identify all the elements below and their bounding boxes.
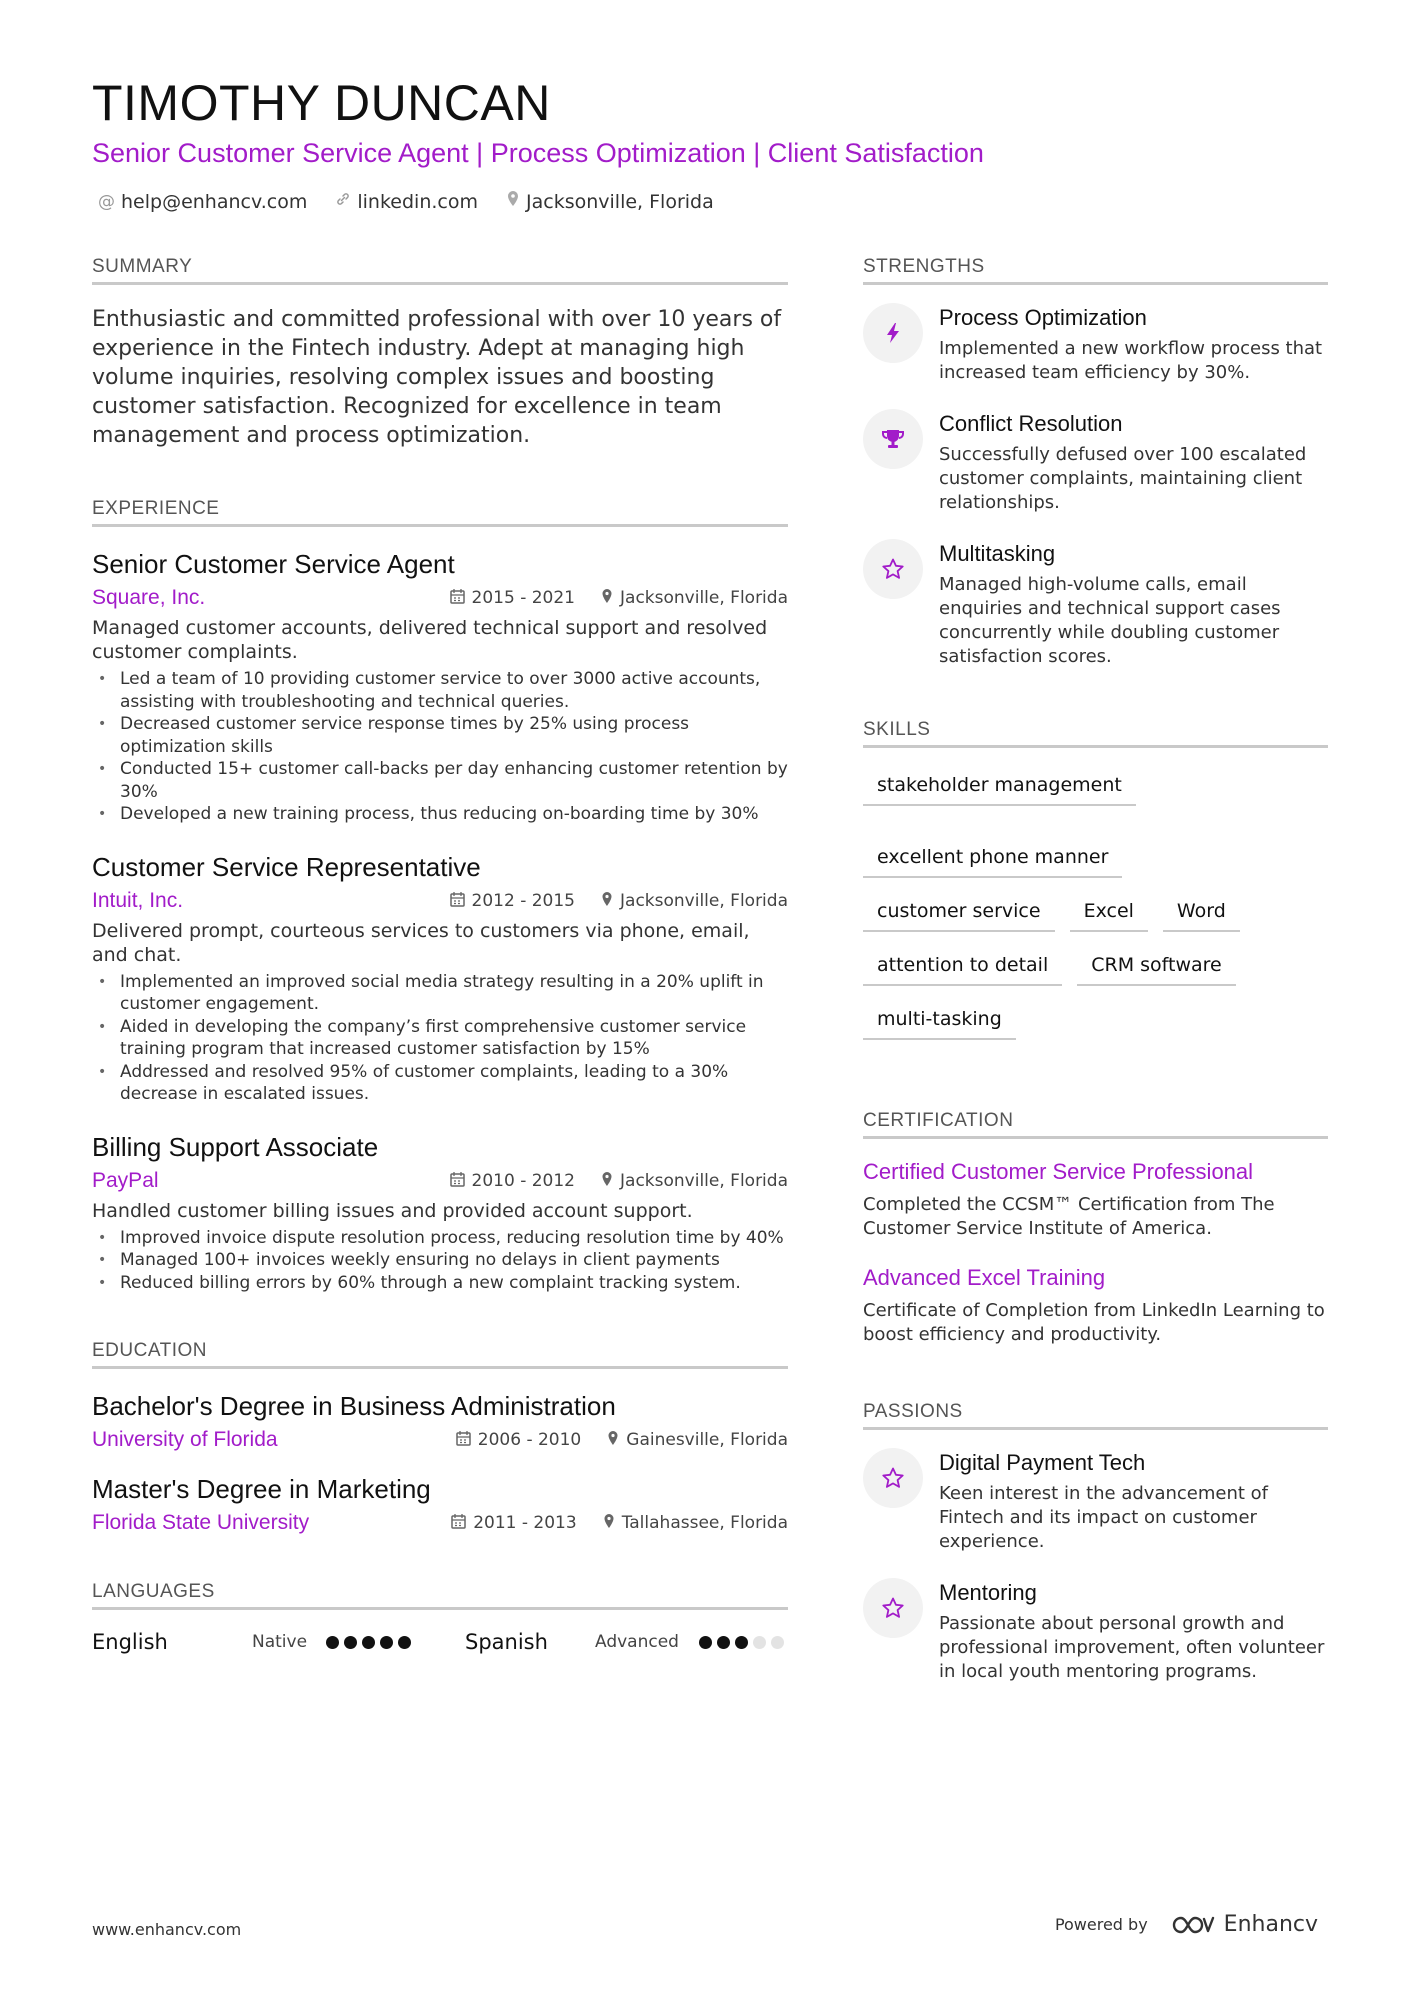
job-title: Customer Service Representative (92, 851, 481, 882)
job-description: Handled customer billing issues and provided account support. (92, 1199, 693, 1222)
enhancv-logo[interactable] (1170, 1912, 1318, 1937)
job-dates-text: 2012 - 2015 (471, 890, 576, 911)
location-pin-icon (607, 1430, 619, 1450)
certification-item (863, 1265, 1328, 1347)
location-text: Jacksonville, Florida (526, 190, 714, 213)
enhancv-logo-icon (1170, 1913, 1216, 1937)
candidate-name: TIMOTHY DUNCAN (92, 75, 551, 131)
summary-heading: SUMMARY (92, 256, 788, 285)
language-name: English (92, 1630, 168, 1654)
skill-tag: attention to detail (863, 950, 1062, 986)
rating-dot-filled (380, 1636, 393, 1649)
certification-heading: CERTIFICATION (863, 1110, 1328, 1139)
job-entry (92, 1132, 788, 1295)
star-icon (863, 1448, 923, 1508)
location-pin-icon (603, 1513, 615, 1533)
bullet-item: • Addressed and resolved 95% of customer complaints, leading to a 30% decrease in escalated issues. (92, 1061, 788, 1106)
education-dates (456, 1430, 581, 1450)
bolt-icon (863, 303, 923, 363)
certification-item (863, 1159, 1328, 1241)
language-level: Advanced (595, 1632, 679, 1652)
job-meta-right (450, 588, 788, 608)
linkedin-text: linkedin.com (357, 190, 478, 213)
education-location (607, 1430, 788, 1450)
rating-dot-filled (398, 1636, 411, 1649)
job-bullets (92, 668, 788, 826)
strength-title: Process Optimization (939, 305, 1147, 330)
bullet-item: • Developed a new training process, thus reducing on-boarding time by 30% (92, 803, 788, 826)
degree-title: Bachelor's Degree in Business Administration (92, 1391, 616, 1421)
passion-item (863, 1578, 1328, 1684)
location-pin-icon (506, 190, 520, 213)
language-level: Native (252, 1632, 308, 1652)
job-location-text: Jacksonville, Florida (620, 890, 788, 911)
certification-description: Completed the CCSM™ Certification from The Customer Service Institute of America. (863, 1194, 1275, 1239)
company-name: Intuit, Inc. (92, 888, 184, 912)
job-location (601, 891, 788, 911)
location-pin-icon (601, 588, 613, 608)
job-dates-text: 2015 - 2021 (471, 588, 576, 608)
education-entry (92, 1391, 788, 1452)
skill-tag: customer service (863, 896, 1055, 932)
certification-description: Certificate of Completion from LinkedIn Learning to boost efficiency and productivity. (863, 1300, 1325, 1345)
skill-tag: stakeholder management (863, 770, 1136, 806)
company-name: Square, Inc. (92, 586, 206, 609)
headline: Senior Customer Service Agent | Process Optimization | Client Satisfaction (92, 138, 984, 168)
education-location (603, 1513, 788, 1533)
passion-description: Keen interest in the advancement of Fintech and its impact on customer experience. (939, 1483, 1269, 1552)
bullet-item: • Managed 100+ invoices weekly ensuring no delays in client payments (92, 1249, 788, 1272)
bullet-item: • Implemented an improved social media strategy resulting in a 20% uplift in customer engagement. (92, 971, 788, 1016)
bullet-item: • Aided in developing the company’s first comprehensive customer service training program that increased customer satisfaction by 15% (92, 1016, 788, 1061)
skill-tag: excellent phone manner (863, 842, 1122, 878)
skill-tag: CRM software (1077, 950, 1236, 986)
location-pin-icon (601, 891, 613, 911)
job-location-text: Jacksonville, Florida (620, 1170, 788, 1191)
job-description: Delivered prompt, courteous services to customers via phone, email, and chat. (92, 919, 750, 966)
email-text: help@enhancv.com (121, 190, 308, 213)
job-bullets (92, 1227, 788, 1295)
bullet-item: • Decreased customer service response times by 25% using process optimization skills (92, 713, 788, 758)
job-dates-text: 2010 - 2012 (471, 1170, 576, 1191)
languages-heading: LANGUAGES (92, 1581, 788, 1610)
calendar-icon (451, 1513, 466, 1533)
education-location-text: Gainesville, Florida (626, 1430, 788, 1450)
job-meta (92, 586, 788, 610)
skill-tag: Excel (1070, 896, 1148, 932)
experience-heading: EXPERIENCE (92, 498, 788, 527)
strength-item (863, 409, 1328, 515)
rating-dot-filled (344, 1636, 357, 1649)
language-item (92, 1630, 465, 1654)
job-bullets (92, 971, 788, 1106)
footer-website[interactable]: www.enhancv.com (92, 1920, 242, 1939)
job-dates (450, 1171, 575, 1191)
passion-title: Digital Payment Tech (939, 1450, 1146, 1475)
education-meta (92, 1428, 788, 1452)
strength-item (863, 303, 1328, 385)
job-location-text: Jacksonville, Florida (620, 588, 788, 608)
passion-item (863, 1448, 1328, 1554)
enhancv-brand-text: Enhancv (1223, 1912, 1318, 1937)
job-meta-right (450, 1171, 788, 1191)
link-icon (335, 191, 351, 212)
at-icon: @ (98, 191, 115, 212)
bullet-item: • Improved invoice dispute resolution process, reducing resolution time by 40% (92, 1227, 788, 1250)
degree-title: Master's Degree in Marketing (92, 1474, 431, 1504)
bullet-item: • Led a team of 10 providing customer service to over 3000 active accounts, assisting with troubleshooting and technical queries. (92, 668, 788, 713)
strength-description: Implemented a new workflow process that increased team efficiency by 30%. (939, 338, 1323, 383)
language-name: Spanish (465, 1630, 548, 1654)
trophy-icon (863, 409, 923, 469)
job-description: Managed customer accounts, delivered technical support and resolved customer complaints. (92, 617, 768, 663)
job-title: Senior Customer Service Agent (92, 549, 455, 579)
strength-content (939, 303, 1328, 385)
bullet-item: • Conducted 15+ customer call-backs per day enhancing customer retention by 30% (92, 758, 788, 803)
footer-branding (1055, 1912, 1318, 1937)
rating-dot-filled (735, 1636, 748, 1649)
strength-item (863, 539, 1328, 669)
powered-by-label: Powered by (1054, 1915, 1148, 1934)
job-dates (450, 588, 575, 608)
summary-text: Enthusiastic and committed professional with over 10 years of experience in the Fintech industry. Adept at managing high volume inquiries, resolving complex issues and boosting customer satisfaction. Recognized for excellence in team management and process optimization. (92, 307, 782, 448)
education-meta (92, 1511, 788, 1535)
strength-description: Managed high-volume calls, email enquiries and technical support cases concurrently while doubling customer satisfaction scores. (939, 574, 1281, 667)
education-meta-right (451, 1513, 788, 1533)
passion-content (939, 1448, 1328, 1554)
certification-title: Advanced Excel Training (863, 1265, 1106, 1290)
passions-heading: PASSIONS (863, 1401, 1328, 1430)
passion-title: Mentoring (939, 1580, 1037, 1605)
rating-dot-filled (326, 1636, 339, 1649)
education-dates-text: 2006 - 2010 (477, 1430, 582, 1450)
strength-title: Conflict Resolution (939, 411, 1123, 436)
rating-dot-filled (717, 1636, 730, 1649)
strengths-heading: STRENGTHS (863, 256, 1328, 285)
contact-location (506, 190, 714, 213)
passion-description: Passionate about personal growth and professional improvement, often volunteer in local youth mentoring programs. (939, 1613, 1325, 1682)
job-location (601, 1171, 788, 1191)
job-entry (92, 549, 788, 826)
languages-list (92, 1630, 788, 1654)
job-dates (450, 891, 575, 911)
calendar-icon (450, 588, 465, 608)
rating-dot-filled (362, 1636, 375, 1649)
education-dates (451, 1513, 576, 1533)
skill-tag: Word (1163, 896, 1240, 932)
calendar-icon (450, 891, 465, 911)
contact-email[interactable] (98, 190, 307, 213)
job-title: Billing Support Associate (92, 1131, 379, 1162)
language-rating (699, 1636, 784, 1649)
contact-bar (98, 190, 714, 213)
education-dates-text: 2011 - 2013 (473, 1513, 577, 1533)
rating-dot-empty (771, 1636, 784, 1649)
strength-description: Successfully defused over 100 escalated customer complaints, maintaining client relationships. (939, 444, 1307, 513)
rating-dot-empty (753, 1636, 766, 1649)
rating-dot-filled (699, 1636, 712, 1649)
strength-content (939, 409, 1328, 515)
education-heading: EDUCATION (92, 1340, 788, 1369)
skills-list (863, 770, 1328, 1040)
company-name: PayPal (92, 1168, 159, 1192)
job-meta (92, 889, 788, 913)
strength-content (939, 539, 1328, 669)
skills-heading: SKILLS (863, 719, 1328, 748)
star-icon (863, 1578, 923, 1638)
job-entry (92, 852, 788, 1106)
star-icon (863, 539, 923, 599)
calendar-icon (450, 1171, 465, 1191)
job-meta (92, 1169, 788, 1193)
bullet-item: • Reduced billing errors by 60% through a new complaint tracking system. (92, 1272, 788, 1295)
location-pin-icon (601, 1171, 613, 1191)
right-column (863, 256, 1328, 1708)
strength-title: Multitasking (939, 541, 1056, 566)
language-item (465, 1630, 784, 1654)
passion-content (939, 1578, 1328, 1684)
job-meta-right (450, 891, 788, 911)
calendar-icon (456, 1430, 471, 1450)
education-entry (92, 1474, 788, 1535)
job-location (601, 588, 788, 608)
contact-linkedin[interactable] (335, 190, 478, 213)
education-location-text: Tallahassee, Florida (621, 1513, 788, 1533)
left-column (92, 256, 788, 1654)
education-meta-right (456, 1430, 788, 1450)
school-name: Florida State University (92, 1511, 310, 1534)
certification-title: Certified Customer Service Professional (863, 1159, 1254, 1184)
language-rating (326, 1636, 411, 1649)
skill-tag: multi-tasking (863, 1004, 1016, 1040)
school-name: University of Florida (92, 1428, 278, 1451)
